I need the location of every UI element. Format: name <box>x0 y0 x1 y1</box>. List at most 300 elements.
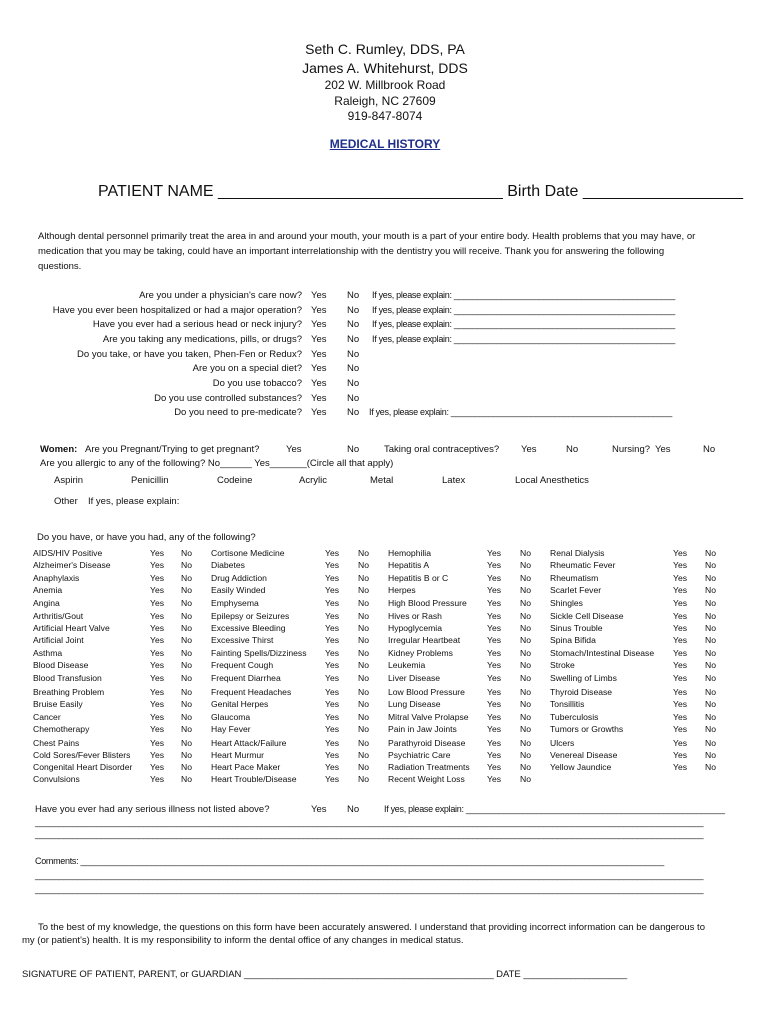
condition-label: Frequent Headaches <box>211 687 292 697</box>
serious-illness-line-2[interactable]: ______________________________________________________________________________________________________________________________________________ <box>35 829 704 839</box>
condition-no[interactable]: No <box>181 635 192 645</box>
question-text: Have you ever had a serious head or neck injury? <box>92 319 302 330</box>
condition-label: Liver Disease <box>388 673 441 683</box>
signature-label: SIGNATURE OF PATIENT, PARENT, or GUARDIAN <box>22 969 242 980</box>
comments-line-1[interactable]: ______________________________________________________________________________________________________________________________________________ <box>35 870 704 880</box>
condition-no[interactable]: No <box>358 585 369 595</box>
condition-label: High Blood Pressure <box>388 598 467 608</box>
condition-yes[interactable]: Yes <box>150 699 165 709</box>
question-no[interactable]: No <box>347 334 360 345</box>
condition-yes[interactable]: Yes <box>673 724 688 734</box>
condition-yes[interactable]: Yes <box>487 762 502 772</box>
question-explain-field[interactable]: If yes, please explain: _______________________________________________ <box>372 334 676 344</box>
condition-label: Hepatitis B or C <box>388 573 449 583</box>
condition-yes[interactable]: Yes <box>487 623 502 633</box>
condition-no[interactable]: No <box>181 673 192 683</box>
condition-label: Heart Pace Maker <box>211 762 281 772</box>
condition-label: Low Blood Pressure <box>388 687 465 697</box>
condition-yes[interactable]: Yes <box>150 573 165 583</box>
condition-yes[interactable]: Yes <box>150 560 165 570</box>
condition-label: Easily Winded <box>211 585 266 595</box>
condition-yes[interactable]: Yes <box>487 738 502 748</box>
condition-label: Cortisone Medicine <box>211 548 285 558</box>
condition-yes[interactable]: Yes <box>487 724 502 734</box>
dentist-name-2: James A. Whitehurst, DDS <box>302 60 468 76</box>
condition-yes[interactable]: Yes <box>325 712 340 722</box>
condition-yes[interactable]: Yes <box>150 635 165 645</box>
question-yes[interactable]: Yes <box>311 319 327 330</box>
condition-no[interactable]: No <box>358 738 369 748</box>
condition-yes[interactable]: Yes <box>325 673 340 683</box>
condition-label: Arthritis/Gout <box>33 611 84 621</box>
signature-row <box>22 969 627 980</box>
condition-yes[interactable]: Yes <box>325 762 340 772</box>
condition-no[interactable]: No <box>705 598 716 608</box>
condition-yes[interactable]: Yes <box>673 673 688 683</box>
question-explain-field[interactable]: If yes, please explain: _______________________________________________ <box>372 319 676 329</box>
question-text: Are you taking any medications, pills, or drugs? <box>102 334 302 345</box>
phone-number: 919-847-8074 <box>347 109 423 123</box>
condition-label: Drug Addiction <box>211 573 267 583</box>
condition-yes[interactable]: Yes <box>487 712 502 722</box>
condition-no[interactable]: No <box>358 548 369 558</box>
condition-label: Angina <box>33 598 60 608</box>
condition-label: Bruise Easily <box>33 699 83 709</box>
question-no[interactable]: No <box>347 363 360 374</box>
question-no[interactable]: No <box>347 378 360 389</box>
condition-no[interactable]: No <box>705 660 716 670</box>
condition-label: Diabetes <box>211 560 245 570</box>
condition-yes[interactable]: Yes <box>325 648 340 658</box>
condition-yes[interactable]: Yes <box>150 623 165 633</box>
condition-label: Convulsions <box>33 774 80 784</box>
condition-label: Heart Attack/Failure <box>211 738 287 748</box>
signature-field[interactable]: _____________________________________________________ <box>244 969 494 979</box>
condition-no[interactable]: No <box>705 712 716 722</box>
condition-yes[interactable]: Yes <box>150 774 165 784</box>
condition-yes[interactable]: Yes <box>487 585 502 595</box>
condition-no[interactable]: No <box>705 750 716 760</box>
nursing-no[interactable]: No <box>703 444 716 455</box>
condition-no[interactable]: No <box>520 598 531 608</box>
address-line-1: 202 W. Millbrook Road <box>324 78 446 92</box>
condition-label: Thyroid Disease <box>550 687 613 697</box>
patient-name-label: PATIENT NAME <box>98 183 214 200</box>
question-yes[interactable]: Yes <box>311 393 327 404</box>
condition-label: Mitral Valve Prolapse <box>388 712 469 722</box>
condition-yes[interactable]: Yes <box>325 623 340 633</box>
condition-no[interactable]: No <box>181 573 192 583</box>
question-no[interactable]: No <box>347 305 360 316</box>
condition-yes[interactable]: Yes <box>150 673 165 683</box>
birth-date-label: Birth Date <box>507 183 579 200</box>
condition-yes[interactable]: Yes <box>150 585 165 595</box>
condition-no[interactable]: No <box>705 635 716 645</box>
condition-no[interactable]: No <box>181 762 192 772</box>
condition-no[interactable]: No <box>520 724 531 734</box>
condition-yes[interactable]: Yes <box>487 660 502 670</box>
contraceptive-no[interactable]: No <box>566 444 579 455</box>
condition-label: Hay Fever <box>211 724 251 734</box>
condition-label: Excessive Bleeding <box>211 623 286 633</box>
condition-no[interactable]: No <box>705 573 716 583</box>
condition-no[interactable]: No <box>181 548 192 558</box>
condition-no[interactable]: No <box>520 673 531 683</box>
condition-label: Psychiatric Care <box>388 750 451 760</box>
condition-no[interactable]: No <box>181 712 192 722</box>
condition-label: Congenital Heart Disorder <box>33 762 133 772</box>
condition-no[interactable]: No <box>181 774 192 784</box>
condition-yes[interactable]: Yes <box>150 648 165 658</box>
question-explain-field[interactable]: If yes, please explain: _______________________________________________ <box>372 305 676 315</box>
condition-yes[interactable]: Yes <box>487 699 502 709</box>
condition-label: Cold Sores/Fever Blisters <box>33 750 131 760</box>
condition-no[interactable]: No <box>358 750 369 760</box>
condition-no[interactable]: No <box>520 762 531 772</box>
condition-no[interactable]: No <box>358 687 369 697</box>
condition-no[interactable]: No <box>181 660 192 670</box>
serious-illness-line-1[interactable]: ______________________________________________________________________________________________________________________________________________ <box>35 817 704 827</box>
condition-yes[interactable]: Yes <box>325 699 340 709</box>
question-no[interactable]: No <box>347 407 360 418</box>
condition-yes[interactable]: Yes <box>673 598 688 608</box>
condition-label: Anaphylaxis <box>33 573 80 583</box>
question-explain-field[interactable]: If yes, please explain: _______________________________________________ <box>369 407 673 417</box>
condition-label: Blood Disease <box>33 660 89 670</box>
dentist-name-1: Seth C. Rumley, DDS, PA <box>305 41 465 57</box>
acknowledgement-statement: To the best of my knowledge, the questions on this form have been accurately answered. I understand that providing incorrect information can be dangerous to my (or patient's) health. It is my responsibility to inform the dental office of any changes in medical status. <box>22 922 705 946</box>
condition-no[interactable]: No <box>181 699 192 709</box>
condition-no[interactable]: No <box>705 648 716 658</box>
condition-no[interactable]: No <box>520 660 531 670</box>
condition-no[interactable]: No <box>520 712 531 722</box>
condition-no[interactable]: No <box>520 623 531 633</box>
question-text: Do you use controlled substances? <box>154 393 302 404</box>
condition-yes[interactable]: Yes <box>487 611 502 621</box>
condition-yes[interactable]: Yes <box>487 750 502 760</box>
condition-no[interactable]: No <box>181 724 192 734</box>
allergy-aspirin[interactable]: Aspirin <box>54 475 84 486</box>
condition-label: Heart Murmur <box>211 750 265 760</box>
condition-no[interactable]: No <box>181 560 192 570</box>
question-text: Do you take, or have you taken, Phen-Fen or Redux? <box>77 349 302 360</box>
question-text: Are you under a physician's care now? <box>139 290 302 301</box>
question-yes[interactable]: Yes <box>311 407 327 418</box>
condition-no[interactable]: No <box>520 648 531 658</box>
condition-yes[interactable]: Yes <box>673 750 688 760</box>
women-label: Women: <box>40 444 78 455</box>
condition-label: Alzheimer's Disease <box>33 560 111 570</box>
question-no[interactable]: No <box>347 290 360 301</box>
question-yes[interactable]: Yes <box>311 334 327 345</box>
allergy-penicillin[interactable]: Penicillin <box>131 475 169 486</box>
condition-no[interactable]: No <box>520 699 531 709</box>
condition-no[interactable]: No <box>705 611 716 621</box>
condition-no[interactable]: No <box>358 673 369 683</box>
condition-yes[interactable]: Yes <box>150 750 165 760</box>
condition-yes[interactable]: Yes <box>150 724 165 734</box>
condition-label: Breathing Problem <box>33 687 105 697</box>
date-field[interactable]: ______________________ <box>523 969 627 979</box>
condition-yes[interactable]: Yes <box>487 774 502 784</box>
condition-yes[interactable]: Yes <box>487 635 502 645</box>
condition-yes[interactable]: Yes <box>150 548 165 558</box>
nursing-question: Nursing? <box>612 444 651 455</box>
condition-label: Renal Dialysis <box>550 548 605 558</box>
condition-label: Herpes <box>388 585 416 595</box>
condition-label: Asthma <box>33 648 63 658</box>
condition-no[interactable]: No <box>705 738 716 748</box>
condition-label: Shingles <box>550 598 583 608</box>
allergy-latex[interactable]: Latex <box>442 475 466 486</box>
condition-no[interactable]: No <box>705 623 716 633</box>
condition-label: Tumors or Growths <box>550 724 624 734</box>
condition-yes[interactable]: Yes <box>325 573 340 583</box>
condition-yes[interactable]: Yes <box>325 611 340 621</box>
condition-no[interactable]: No <box>520 774 531 784</box>
pregnant-yes[interactable]: Yes <box>286 444 302 455</box>
condition-label: Blood Transfusion <box>33 673 102 683</box>
condition-label: Rheumatism <box>550 573 599 583</box>
condition-yes[interactable]: Yes <box>673 573 688 583</box>
condition-no[interactable]: No <box>358 712 369 722</box>
condition-label: Chest Pains <box>33 738 80 748</box>
question-explain-field[interactable]: If yes, please explain: _______________________________________________ <box>372 290 676 300</box>
question-yes[interactable]: Yes <box>311 378 327 389</box>
condition-no[interactable]: No <box>358 635 369 645</box>
condition-no[interactable]: No <box>358 598 369 608</box>
serious-illness-explain[interactable]: If yes, please explain: _______________________________________________________ <box>384 804 725 814</box>
condition-yes[interactable]: Yes <box>673 560 688 570</box>
condition-yes[interactable]: Yes <box>325 598 340 608</box>
condition-label: Venereal Disease <box>550 750 618 760</box>
condition-label: Kidney Problems <box>388 648 453 658</box>
condition-label: Swelling of Limbs <box>550 673 617 683</box>
condition-no[interactable]: No <box>705 687 716 697</box>
question-yes[interactable]: Yes <box>311 349 327 360</box>
contraceptive-question: Taking oral contraceptives? <box>384 444 500 455</box>
condition-yes[interactable]: Yes <box>325 738 340 748</box>
question-text: Do you need to pre-medicate? <box>174 407 302 418</box>
condition-label: Irregular Heartbeat <box>388 635 461 645</box>
address-line-2: Raleigh, NC 27609 <box>334 94 436 108</box>
condition-label: Glaucoma <box>211 712 251 722</box>
question-yes[interactable]: Yes <box>311 305 327 316</box>
condition-label: Chemotherapy <box>33 724 90 734</box>
condition-no[interactable]: No <box>358 560 369 570</box>
condition-yes[interactable]: Yes <box>150 660 165 670</box>
pregnant-question: Are you Pregnant/Trying to get pregnant? <box>85 444 260 455</box>
comments-line-2[interactable]: ______________________________________________________________________________________________________________________________________________ <box>35 884 704 894</box>
condition-no[interactable]: No <box>520 635 531 645</box>
condition-yes[interactable]: Yes <box>487 573 502 583</box>
question-yes[interactable]: Yes <box>311 363 327 374</box>
condition-label: Spina Bifida <box>550 635 596 645</box>
condition-label: Stomach/Intestinal Disease <box>550 648 655 658</box>
condition-label: Stroke <box>550 660 575 670</box>
allergy-other[interactable]: Other <box>54 496 78 507</box>
condition-no[interactable]: No <box>358 724 369 734</box>
condition-yes[interactable]: Yes <box>325 687 340 697</box>
condition-yes[interactable]: Yes <box>673 687 688 697</box>
condition-no[interactable]: No <box>520 687 531 697</box>
condition-no[interactable]: No <box>705 699 716 709</box>
condition-yes[interactable]: Yes <box>487 687 502 697</box>
condition-yes[interactable]: Yes <box>150 738 165 748</box>
condition-yes[interactable]: Yes <box>150 762 165 772</box>
condition-no[interactable]: No <box>520 548 531 558</box>
condition-label: Scarlet Fever <box>550 585 602 595</box>
condition-yes[interactable]: Yes <box>150 712 165 722</box>
question-no[interactable]: No <box>347 393 360 404</box>
condition-no[interactable]: No <box>358 660 369 670</box>
condition-yes[interactable]: Yes <box>673 648 688 658</box>
allergy-local-anesthetics[interactable]: Local Anesthetics <box>515 475 589 486</box>
question-no[interactable]: No <box>347 349 360 360</box>
condition-label: AIDS/HIV Positive <box>33 548 103 558</box>
intro-paragraph: Although dental personnel primarily treat the area in and around your mouth, your mouth is a part of your entire body. Health problems that you may have, or medication that you may be taking, could have an important interrelationship with the dentistry you will receive. Thank you for answering the following questions. <box>38 231 696 272</box>
question-text: Have you ever been hospitalized or had a major operation? <box>52 305 302 316</box>
condition-label: Heart Trouble/Disease <box>211 774 297 784</box>
allergy-codeine[interactable]: Codeine <box>217 475 253 486</box>
condition-no[interactable]: No <box>358 648 369 658</box>
condition-yes[interactable]: Yes <box>150 687 165 697</box>
serious-illness-yes[interactable]: Yes <box>311 804 327 815</box>
condition-label: Epilepsy or Seizures <box>211 611 290 621</box>
condition-no[interactable]: No <box>181 623 192 633</box>
question-yes[interactable]: Yes <box>311 290 327 301</box>
birth-date-field[interactable]: __________________ <box>582 183 743 200</box>
condition-yes[interactable]: Yes <box>673 585 688 595</box>
comments-field[interactable]: Comments: ____________________________________________________________________________________________________________________________ <box>35 856 664 866</box>
condition-yes[interactable]: Yes <box>325 774 340 784</box>
condition-yes[interactable]: Yes <box>673 611 688 621</box>
condition-label: Recent Weight Loss <box>388 774 465 784</box>
condition-label: Ulcers <box>550 738 575 748</box>
condition-yes[interactable]: Yes <box>325 585 340 595</box>
question-no[interactable]: No <box>347 319 360 330</box>
date-label: DATE <box>496 969 521 980</box>
condition-label: Radiation Treatments <box>388 762 470 772</box>
condition-label: Artificial Heart Valve <box>33 623 110 633</box>
contraceptive-yes[interactable]: Yes <box>521 444 537 455</box>
condition-yes[interactable]: Yes <box>673 699 688 709</box>
condition-yes[interactable]: Yes <box>487 598 502 608</box>
condition-yes[interactable]: Yes <box>673 635 688 645</box>
condition-yes[interactable]: Yes <box>150 611 165 621</box>
condition-yes[interactable]: Yes <box>673 738 688 748</box>
condition-no[interactable]: No <box>181 611 192 621</box>
condition-label: Frequent Diarrhea <box>211 673 281 683</box>
condition-label: Hypoglycemia <box>388 623 442 633</box>
condition-yes[interactable]: Yes <box>487 648 502 658</box>
condition-yes[interactable]: Yes <box>150 598 165 608</box>
condition-label: Fainting Spells/Dizziness <box>211 648 307 658</box>
nursing-yes[interactable]: Yes <box>655 444 671 455</box>
condition-label: Sickle Cell Disease <box>550 611 624 621</box>
condition-label: Parathyroid Disease <box>388 738 466 748</box>
patient-name-field[interactable]: ________________________________ <box>218 183 503 200</box>
condition-label: Artificial Joint <box>33 635 84 645</box>
condition-no[interactable]: No <box>181 648 192 658</box>
condition-yes[interactable]: Yes <box>487 548 502 558</box>
condition-no[interactable]: No <box>520 611 531 621</box>
condition-label: Hemophilia <box>388 548 431 558</box>
condition-label: Excessive Thirst <box>211 635 274 645</box>
condition-label: Anemia <box>33 585 63 595</box>
condition-label: Genital Herpes <box>211 699 269 709</box>
condition-yes[interactable]: Yes <box>325 560 340 570</box>
question-text: Are you on a special diet? <box>192 363 302 374</box>
condition-yes[interactable]: Yes <box>487 560 502 570</box>
condition-no[interactable]: No <box>705 585 716 595</box>
condition-yes[interactable]: Yes <box>673 660 688 670</box>
condition-no[interactable]: No <box>181 585 192 595</box>
condition-no[interactable]: No <box>705 762 716 772</box>
condition-no[interactable]: No <box>181 750 192 760</box>
serious-illness-no[interactable]: No <box>347 804 360 815</box>
allergy-acrylic[interactable]: Acrylic <box>299 475 327 486</box>
condition-no[interactable]: No <box>358 611 369 621</box>
condition-label: Pain in Jaw Joints <box>388 724 457 734</box>
condition-yes[interactable]: Yes <box>673 623 688 633</box>
condition-label: Lung Disease <box>388 699 441 709</box>
pregnant-no[interactable]: No <box>347 444 360 455</box>
condition-yes[interactable]: Yes <box>325 548 340 558</box>
condition-no[interactable]: No <box>358 623 369 633</box>
condition-label: Cancer <box>33 712 61 722</box>
condition-yes[interactable]: Yes <box>487 673 502 683</box>
serious-illness-question: Have you ever had any serious illness not listed above? <box>35 804 270 815</box>
condition-label: Yellow Jaundice <box>550 762 612 772</box>
condition-no[interactable]: No <box>181 598 192 608</box>
patient-name-row <box>98 183 743 201</box>
condition-no[interactable]: No <box>705 673 716 683</box>
allergy-question: Are you allergic to any of the following? No______ Yes_______(Circle all that apply) <box>40 458 394 469</box>
condition-no[interactable]: No <box>520 573 531 583</box>
condition-yes[interactable]: Yes <box>325 660 340 670</box>
condition-no[interactable]: No <box>358 573 369 583</box>
condition-yes[interactable]: Yes <box>325 635 340 645</box>
condition-label: Hepatitis A <box>388 560 430 570</box>
condition-label: Emphysema <box>211 598 259 608</box>
condition-no[interactable]: No <box>181 738 192 748</box>
condition-no[interactable]: No <box>358 762 369 772</box>
conditions-title: Do you have, or have you had, any of the following? <box>37 532 256 543</box>
condition-yes[interactable]: Yes <box>673 712 688 722</box>
question-text: Do you use tobacco? <box>212 378 302 389</box>
condition-no[interactable]: No <box>705 724 716 734</box>
condition-no[interactable]: No <box>181 687 192 697</box>
condition-label: Frequent Cough <box>211 660 274 670</box>
allergy-metal[interactable]: Metal <box>370 475 394 486</box>
condition-no[interactable]: No <box>358 699 369 709</box>
condition-yes[interactable]: Yes <box>673 762 688 772</box>
condition-no[interactable]: No <box>520 585 531 595</box>
condition-no[interactable]: No <box>520 750 531 760</box>
condition-yes[interactable]: Yes <box>325 724 340 734</box>
condition-yes[interactable]: Yes <box>673 548 688 558</box>
condition-no[interactable]: No <box>705 560 716 570</box>
condition-label: Tonsillitis <box>550 699 585 709</box>
allergy-other-explain: If yes, please explain: <box>88 496 180 507</box>
condition-no[interactable]: No <box>520 738 531 748</box>
condition-label: Leukemia <box>388 660 426 670</box>
condition-no[interactable]: No <box>705 548 716 558</box>
condition-no[interactable]: No <box>520 560 531 570</box>
condition-no[interactable]: No <box>358 774 369 784</box>
condition-yes[interactable]: Yes <box>325 750 340 760</box>
